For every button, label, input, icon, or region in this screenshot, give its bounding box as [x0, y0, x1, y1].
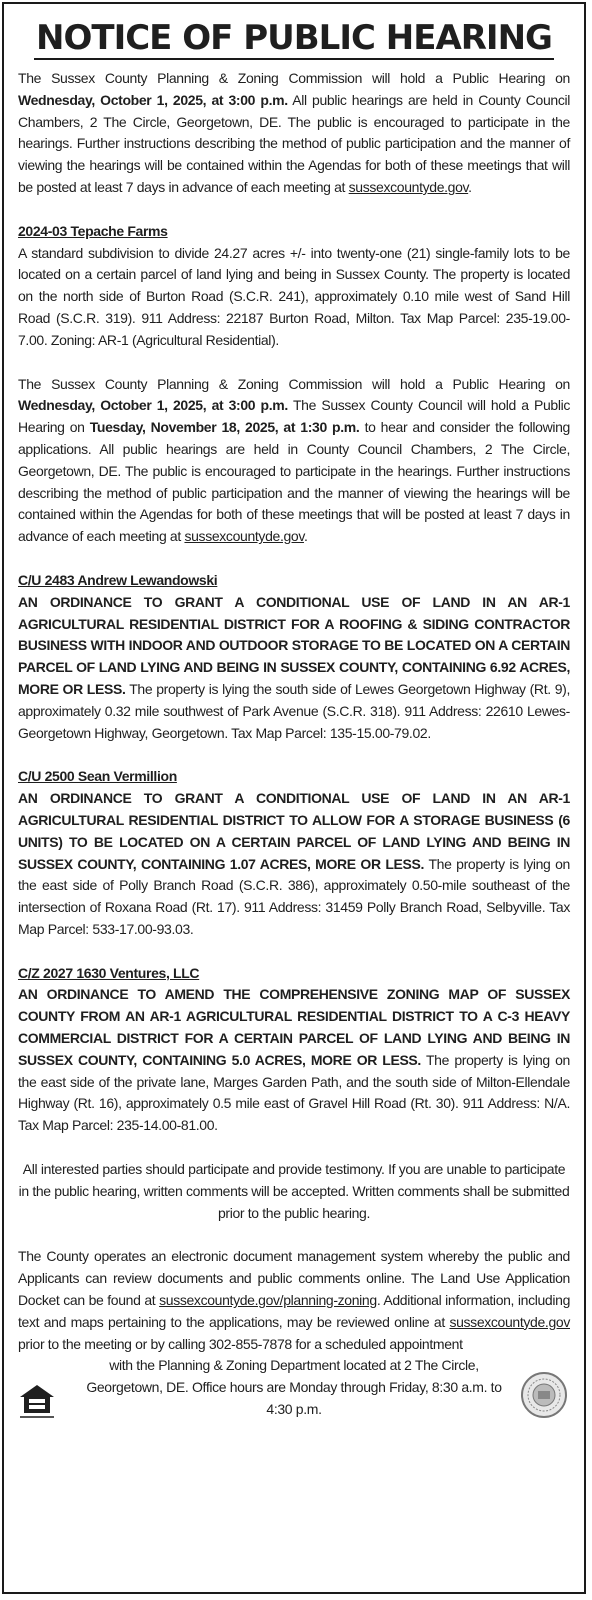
testimony-paragraph: All interested parties should participate and provide testimony. If you are unable to participate in the public hearing, written comments will be accepted. Written comments shall be submitted prior to the public hearing. [18, 1161, 570, 1221]
county-seal-icon [520, 1371, 568, 1419]
equal-housing-icon [18, 1381, 56, 1421]
item-heading: C/U 2500 Sean Vermillion [18, 768, 177, 785]
notice-content [4, 4, 584, 1421]
item-heading: C/U 2483 Andrew Lewandowski [18, 571, 218, 588]
hearing-item: C/U 2483 Andrew Lewandowski AN ORDINANCE TO GRANT A CONDITIONAL USE OF LAND IN AN AR-1 AGRICULTURAL RESIDENTIAL DISTRICT FOR A ROOFING & SIDING CONTRACTOR BUSINESS WITH INDOOR AND OUTDOOR STORAGE TO BE LOCATED ON A CERTAIN PARCEL OF LAND LYING AND BEING IN SUSSEX COUNTY, CONTAINING 6.92 ACRES, MORE OR LESS. The property is lying the south side of Lewes Georgetown Highway (Rt. 9), approximately 0.32 mile southwest of Park Avenue (S.C.R. 318). 911 Address: 22610 Lewes-Georgetown Highway, Georgetown. Tax Map Parcel: 135-15.00-79.02. [18, 571, 571, 741]
county-website-link[interactable]: sussexcountyde.gov [449, 1313, 570, 1330]
planning-zoning-link[interactable]: sussexcountyde.gov/planning-zoning [159, 1292, 377, 1309]
ordinance-text: AN ORDINANCE TO AMEND THE COMPREHENSIVE ZONING MAP OF SUSSEX COUNTY FROM AN AR-1 AGRICULTURAL RESIDENTIAL DISTRICT TO A C-3 HEAVY COMMERCIAL DISTRICT FOR A CERTAIN PARCEL OF LAND LYING AND BEING IN SUSSEX COUNTY, CONTAINING 5.0 ACRES, MORE OR LESS. [18, 986, 570, 1068]
notice-frame [2, 2, 586, 1594]
closing-paragraph: The County operates an electronic document management system whereby the public and Applicants can review documents and public comments online. The Land Use Application Docket can be found at sussexcountyde.gov/planning-zoning. Additional information, including text and maps pertaining to the applications, may be reviewed online at sussexcountyde.gov prior to the meeting or by calling 302-855-7878 for a scheduled appointment [18, 1248, 571, 1352]
page-title: NOTICE OF PUBLIC HEARING [36, 18, 552, 58]
item-heading: C/Z 2027 1630 Ventures, LLC [18, 964, 200, 981]
county-website-link[interactable]: sussexcountyde.gov [348, 178, 469, 195]
intro-paragraph-2: The Sussex County Planning & Zoning Commission will hold a Public Hearing on Wednesday, October 1, 2025, at 3:00 p.m. The Sussex County Council will hold a Public Hearing on Tuesday, November 18, 2025, at 1:30 p.m. to hear and consider the following applications. All public hearings are held in County Council Chambers, 2 The Circle, Georgetown, DE. The public is encouraged to participate in the hearings. Further instructions describing the method of public participation and the manner of viewing the hearings will be contained within the Agendas for both of these meetings that will be posted at least 7 days in advance of each meeting at sussexcountyde.gov. [18, 375, 570, 545]
hearing-item: C/Z 2027 1630 Ventures, LLC AN ORDINANCE TO AMEND THE COMPREHENSIVE ZONING MAP OF SUSSEX COUNTY FROM AN AR-1 AGRICULTURAL RESIDENTIAL DISTRICT TO A C-3 HEAVY COMMERCIAL DISTRICT FOR A CERTAIN PARCEL OF LAND LYING AND BEING IN SUSSEX COUNTY, CONTAINING 5.0 ACRES, MORE OR LESS. The property is lying on the east side of the private lane, Marges Garden Path, and the south side of Milton-Ellendale Highway (Rt. 16), approximately 0.5 mile east of Gravel Hill Road (Rt. 30). 911 Address: N/A. Tax Map Parcel: 235-14.00-81.00. [18, 964, 570, 1134]
footer [18, 1355, 570, 1420]
ordinance-text: AN ORDINANCE TO GRANT A CONDITIONAL USE OF LAND IN AN AR-1 AGRICULTURAL RESIDENTIAL DISTRICT TO ALLOW FOR A STORAGE BUSINESS (6 UNITS) TO BE LOCATED ON A CERTAIN PARCEL OF LAND LYING AND BEING IN SUSSEX COUNTY, CONTAINING 1.07 ACRES, MORE OR LESS. [18, 790, 570, 872]
office-hours-text: with the Planning & Zoning Department located at 2 The Circle, Georgetown, DE. Office hours are Monday through Friday, 8:30 a.m. to 4:30 p.m. [86, 1357, 502, 1418]
council-hearing-date: Tuesday, November 18, 2025, at 1:30 p.m. [89, 419, 360, 436]
hearing-item: C/U 2500 Sean Vermillion AN ORDINANCE TO GRANT A CONDITIONAL USE OF LAND IN AN AR-1 AGRICULTURAL RESIDENTIAL DISTRICT TO ALLOW FOR A STORAGE BUSINESS (6 UNITS) TO BE LOCATED ON A CERTAIN PARCEL OF LAND LYING AND BEING IN SUSSEX COUNTY, CONTAINING 1.07 ACRES, MORE OR LESS. The property is lying on the east side of Polly Branch Road (S.C.R. 386), approximately 0.50-mile southeast of the intersection of Roxana Road (Rt. 17). 911 Address: 31459 Polly Branch Road, Selbyville. Tax Map Parcel: 533-17.00-93.03. [18, 768, 570, 937]
hearing-item: 2024-03 Tepache Farms A standard subdivision to divide 24.27 acres +/- into twenty-one (21) single-family lots to be located on a certain parcel of land lying and being in Sussex County. The property is located on the north side of Burton Road (S.C.R. 241), approximately 0.10 mile west of Sand Hill Road (S.C.R. 319). 911 Address: 22187 Burton Road, Milton. Tax Map Parcel: 235-19.00-7.00. Zoning: AR-1 (Agricultural Residential). [18, 222, 570, 348]
hearing-date: Wednesday, October 1, 2025, at 3:00 p.m. [18, 91, 288, 108]
item-heading: 2024-03 Tepache Farms [18, 222, 168, 239]
ordinance-text: AN ORDINANCE TO GRANT A CONDITIONAL USE OF LAND IN AN AR-1 AGRICULTURAL RESIDENTIAL DISTRICT FOR A ROOFING & SIDING CONTRACTOR BUSINESS WITH INDOOR AND OUTDOOR STORAGE TO BE LOCATED ON A CERTAIN PARCEL OF LAND LYING AND BEING IN SUSSEX COUNTY, CONTAINING 6.92 ACRES, MORE OR LESS. [18, 593, 570, 697]
intro-paragraph: The Sussex County Planning & Zoning Commission will hold a Public Hearing on Wednesday, October 1, 2025, at 3:00 p.m. All public hearings are held in County Council Chambers, 2 The Circle, Georgetown, DE. The public is encouraged to participate in the hearings. Further instructions describing the method of public participation and the manner of viewing the hearings will be contained within the Agendas for both of these meetings that will be posted at least 7 days in advance of each meeting at sussexcountyde.gov. [18, 70, 570, 195]
county-website-link[interactable]: sussexcountyde.gov [184, 528, 304, 545]
commission-hearing-date: Wednesday, October 1, 2025, at 3:00 p.m. [18, 397, 288, 414]
